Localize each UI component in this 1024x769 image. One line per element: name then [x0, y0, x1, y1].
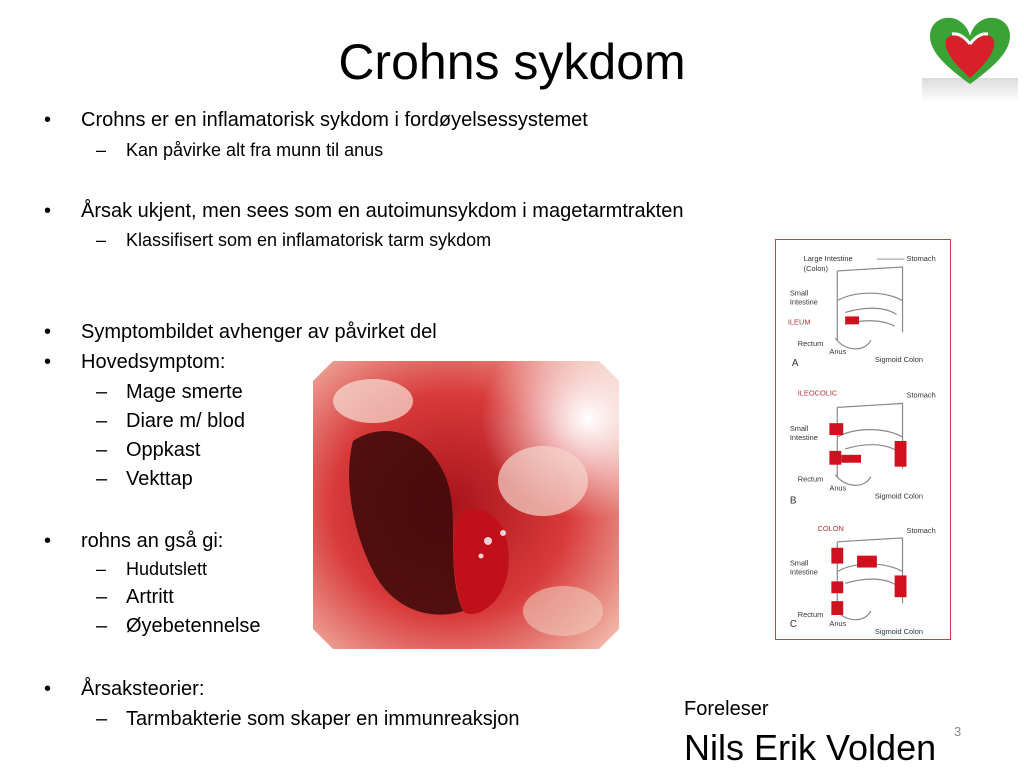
label-intestine: Intestine	[789, 297, 818, 307]
label-sigmoid: Sigmoid Colon	[874, 354, 924, 364]
panel-letter: B	[789, 495, 797, 507]
bullet-dot: •	[44, 109, 52, 131]
sub-bullet-item	[96, 438, 201, 462]
panel-letter: C	[789, 618, 797, 630]
sub-bullet-item	[96, 229, 492, 251]
sub-bullet-text: Kan påvirke alt fra munn til anus	[126, 140, 384, 160]
sub-bullet-dash: –	[96, 615, 108, 637]
sub-bullet-text: Øyebetennelse	[126, 615, 261, 637]
bullet-item	[44, 350, 226, 374]
sub-bullet-dash: –	[96, 468, 108, 490]
label-sigmoid: Sigmoid Colon	[874, 491, 924, 501]
label-region: COLON	[817, 523, 844, 533]
sub-bullet-dash: –	[96, 230, 107, 250]
sub-bullet-item	[96, 707, 520, 731]
sub-bullet-item	[96, 614, 261, 638]
heart-logo	[922, 6, 1018, 102]
sub-bullet-dash: –	[96, 708, 108, 730]
bullet-dot: •	[44, 678, 52, 700]
label-small: Small	[789, 288, 809, 298]
intestine-diagram	[775, 239, 951, 640]
sub-bullet-dash: –	[96, 586, 108, 608]
sub-bullet-item	[96, 558, 208, 580]
diagram-panel-a	[788, 254, 936, 369]
sub-bullet-dash: –	[96, 381, 108, 403]
label-rectum: Rectum	[797, 339, 824, 349]
label-anus: Anus	[829, 483, 847, 493]
bullet-dot: •	[44, 321, 52, 343]
label-region: ILEOCOLIC	[797, 388, 838, 398]
lecturer-name: Nils Erik Volden	[684, 727, 937, 768]
label-small: Small	[789, 424, 809, 434]
bullet-text: Crohns er en inflamatorisk sykdom i fordøyelsessystemet	[81, 109, 588, 131]
bullet-text: Symptombildet avhenger av påvirket del	[81, 321, 437, 343]
label-rectum: Rectum	[797, 474, 824, 484]
label-sigmoid: Sigmoid Colon	[874, 626, 924, 636]
label-small: Small	[789, 558, 809, 568]
sub-bullet-text: Mage smerte	[126, 381, 243, 403]
endoscopy-image	[313, 361, 619, 649]
sub-bullet-text: Hudutslett	[126, 559, 208, 579]
sub-bullet-text: Diare m/ blod	[126, 410, 245, 432]
bullet-item	[44, 529, 224, 553]
bullet-text: Hovedsymptom:	[81, 351, 226, 373]
bullet-text: Årsaksteorier:	[81, 678, 205, 700]
sub-bullet-text: Vekttap	[126, 468, 193, 490]
sub-bullet-text: Klassifisert som en inflamatorisk tarm sykdom	[126, 230, 492, 250]
page-number: 3	[954, 724, 962, 739]
bullet-item	[44, 320, 437, 344]
bullet-dot: •	[44, 200, 52, 222]
sub-bullet-item	[96, 409, 245, 433]
lecturer-label: Foreleser	[684, 698, 769, 720]
bullet-dot: •	[44, 530, 52, 552]
sub-bullet-dash: –	[96, 410, 108, 432]
sub-bullet-dash: –	[96, 439, 108, 461]
sub-bullet-item	[96, 139, 384, 161]
sub-bullet-item	[96, 585, 174, 609]
sub-bullet-dash: –	[96, 140, 107, 160]
sub-bullet-item	[96, 467, 193, 491]
label-colon: (Colon)	[803, 263, 828, 273]
label-large-intestine: Large Intestine	[803, 254, 853, 264]
label-stomach: Stomach	[906, 254, 936, 264]
label-region: ILEUM	[787, 317, 811, 327]
label-stomach: Stomach	[906, 525, 936, 535]
label-rectum: Rectum	[797, 609, 824, 619]
bullet-dot: •	[44, 351, 52, 373]
label-anus: Anus	[829, 618, 847, 628]
label-anus: Anus	[829, 346, 847, 356]
diagram-panel-c	[790, 524, 936, 636]
sub-bullet-text: Oppkast	[126, 439, 201, 461]
label-stomach: Stomach	[906, 390, 936, 400]
sub-bullet-item	[96, 380, 243, 404]
panel-letter: A	[791, 357, 799, 369]
slide-title: Crohns sykdom	[338, 34, 686, 90]
sub-bullet-text: Artritt	[126, 586, 174, 608]
diagram-panel-b	[790, 389, 936, 507]
sub-bullet-dash: –	[96, 559, 107, 579]
bullet-item	[44, 108, 588, 132]
label-intestine: Intestine	[789, 567, 818, 577]
bullet-text: rohns an gså gi:	[81, 530, 224, 552]
label-intestine: Intestine	[789, 432, 818, 442]
bullet-item	[44, 199, 684, 223]
bullet-text: Årsak ukjent, men sees som en autoimunsykdom i magetarmtrakten	[81, 200, 684, 222]
sub-bullet-text: Tarmbakterie som skaper en immunreaksjon	[126, 708, 520, 730]
bullet-item	[44, 677, 205, 701]
